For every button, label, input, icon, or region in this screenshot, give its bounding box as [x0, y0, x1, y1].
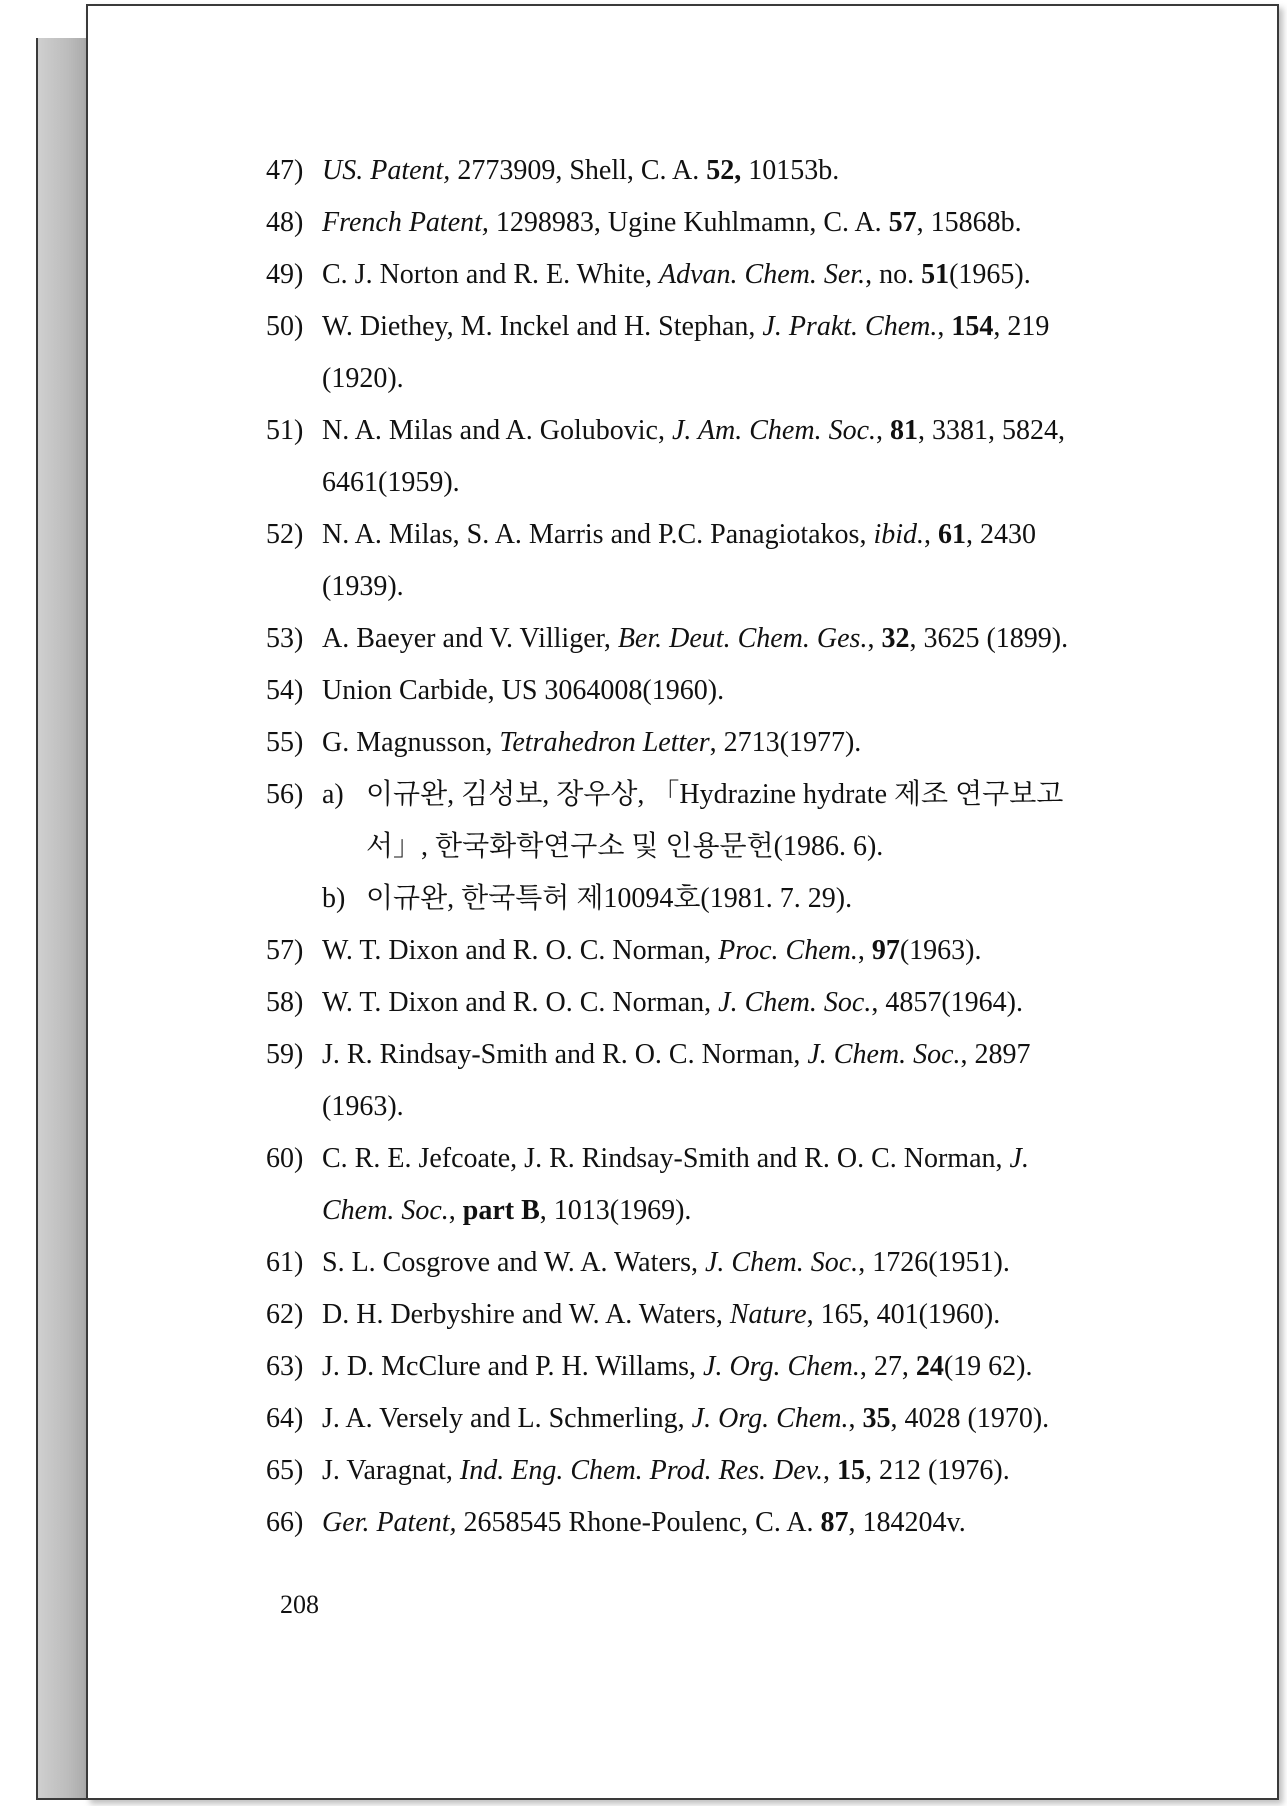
ref-authors: W. T. Dixon and R. O. C. Norman, [322, 987, 719, 1018]
ref-number: 58) [266, 987, 304, 1018]
ref-text: , 212 (1976). [865, 1455, 1010, 1486]
ref-number: 59) [266, 1039, 304, 1070]
reference-56 [266, 769, 1146, 925]
ref-volume: 57 [888, 207, 917, 238]
ref-journal: ibid. [873, 519, 925, 550]
ref-text: (1963). [899, 935, 982, 966]
ref-authors: J. A. Versely and L. Schmerling, [322, 1403, 692, 1434]
ref-text: 10153b. [741, 155, 840, 186]
ref-text: , [924, 519, 939, 550]
reference-53 [266, 613, 1146, 665]
ref-text: 이규완, 한국특허 제10094호(1981. 7. 29). [366, 883, 853, 914]
ref-text: 서」, 한국화학연구소 및 인용문헌(1986. 6). [366, 831, 884, 862]
ref-text: 이규완, 김성보, 장우상, 「Hydrazine hydrate 제조 연구보고 [366, 779, 1064, 810]
reference-50 [266, 301, 1146, 405]
ref-text: , 2713(1977). [709, 727, 862, 758]
ref-text: , 165, 401(1960). [806, 1299, 1001, 1330]
ref-volume: 87 [820, 1507, 849, 1538]
sub-label: a) [322, 779, 344, 810]
sub-reference-a [322, 769, 1146, 873]
reference-48 [266, 197, 1146, 249]
reference-list [266, 145, 1146, 1549]
ref-volume: 51 [921, 259, 950, 290]
ref-journal: J. [1009, 1143, 1029, 1174]
ref-authors: C. J. Norton and R. E. White, [322, 259, 660, 290]
sub-label: b) [322, 883, 346, 914]
ref-authors: G. Magnusson, [322, 727, 500, 758]
ref-volume: part B [462, 1195, 540, 1226]
ref-journal: J. Org. Chem. [691, 1403, 849, 1434]
ref-number: 53) [266, 623, 304, 654]
ref-year: (1939). [322, 571, 404, 602]
ref-number: 60) [266, 1143, 304, 1174]
ref-journal: Proc. Chem. [718, 935, 858, 966]
reference-54 [266, 665, 1146, 717]
ref-text: , 4028 (1970). [890, 1403, 1050, 1434]
reference-59 [266, 1029, 1146, 1133]
ref-volume: 81 [890, 415, 918, 446]
reference-55 [266, 717, 1146, 769]
ref-text: , 184204v. [848, 1507, 966, 1538]
ref-text: , [848, 1403, 863, 1434]
ref-text: 2658545 Rhone-Poulenc, C. A. [456, 1507, 821, 1538]
reference-61 [266, 1237, 1146, 1289]
ref-number: 50) [266, 311, 304, 342]
ref-number: 56) [266, 779, 304, 810]
ref-volume: 52, [706, 155, 742, 186]
ref-journal: J. Am. Chem. Soc. [672, 415, 876, 446]
ref-journal: J. Chem. Soc. [718, 987, 872, 1018]
ref-text: , 2430 [966, 519, 1037, 550]
ref-text: , 3625 (1899). [909, 623, 1069, 654]
ref-text: , 3381, 5824, [918, 415, 1065, 446]
ref-text: , [867, 623, 882, 654]
reference-57 [266, 925, 1146, 977]
ref-source: French Patent, [322, 207, 489, 238]
ref-authors: N. A. Milas and A. Golubovic, [322, 415, 672, 446]
ref-volume: 15 [837, 1455, 866, 1486]
ref-volume: 35 [862, 1403, 891, 1434]
ref-text: , 1726(1951). [858, 1247, 1010, 1278]
ref-text: (1965). [949, 259, 1031, 290]
ref-journal: J. Org. Chem. [703, 1351, 860, 1382]
ref-volume: 154 [951, 311, 994, 342]
ref-number: 64) [266, 1403, 304, 1434]
ref-authors: W. Diethey, M. Inckel and H. Stephan, [322, 311, 763, 342]
ref-number: 47) [266, 155, 304, 186]
ref-authors: W. T. Dixon and R. O. C. Norman, [322, 935, 719, 966]
ref-text: , 219 [993, 311, 1050, 342]
ref-number: 65) [266, 1455, 304, 1486]
reference-60 [266, 1133, 1146, 1237]
ref-text: , no. [865, 259, 922, 290]
reference-65 [266, 1445, 1146, 1497]
reference-47 [266, 145, 1146, 197]
ref-text: , [937, 311, 952, 342]
ref-number: 49) [266, 259, 304, 290]
reference-66 [266, 1497, 1146, 1549]
ref-text: , 27, [859, 1351, 916, 1382]
ref-text: , [876, 415, 890, 446]
reference-49 [266, 249, 1146, 301]
book-spine [36, 38, 88, 1800]
ref-journal: Chem. Soc. [322, 1195, 449, 1226]
ref-authors: D. H. Derbyshire and W. A. Waters, [322, 1299, 730, 1330]
ref-number: 55) [266, 727, 304, 758]
ref-authors: C. R. E. Jefcoate, J. R. Rindsay-Smith and R. O. C. Norman, [322, 1143, 1010, 1174]
ref-authors: J. Varagnat, [322, 1455, 460, 1486]
ref-number: 63) [266, 1351, 304, 1382]
ref-journal: Advan. Chem. Ser. [659, 259, 866, 290]
ref-journal: J. Chem. Soc. [705, 1247, 859, 1278]
ref-authors: J. D. McClure and P. H. Willams, [322, 1351, 704, 1382]
ref-text: 2773909, Shell, C. A. [450, 155, 707, 186]
ref-source: Ger. Patent, [322, 1507, 457, 1538]
ref-year: 6461(1959). [322, 467, 460, 498]
reference-63 [266, 1341, 1146, 1393]
ref-journal: J. Prakt. Chem. [762, 311, 938, 342]
ref-number: 66) [266, 1507, 304, 1538]
ref-number: 61) [266, 1247, 304, 1278]
ref-number: 62) [266, 1299, 304, 1330]
ref-journal: Tetrahedron Letter [499, 727, 710, 758]
ref-text: , [857, 935, 872, 966]
ref-text: (19 62). [943, 1351, 1033, 1382]
ref-volume: 24 [915, 1351, 944, 1382]
ref-journal: Nature [729, 1299, 807, 1330]
page-number: 208 [280, 1590, 319, 1619]
ref-text: , 4857(1964). [871, 987, 1023, 1018]
sub-reference-b [322, 873, 1146, 925]
ref-text: , 15868b. [916, 207, 1022, 238]
ref-authors: J. R. Rindsay-Smith and R. O. C. Norman, [322, 1039, 808, 1070]
ref-year: (1963). [322, 1091, 404, 1122]
ref-journal: Ind. Eng. Chem. Prod. Res. Dev. [459, 1455, 824, 1486]
ref-volume: 61 [938, 519, 967, 550]
ref-journal: Ber. Deut. Chem. Ges. [617, 623, 868, 654]
ref-authors: S. L. Cosgrove and W. A. Waters, [322, 1247, 705, 1278]
reference-58 [266, 977, 1146, 1029]
ref-source: US. Patent, [322, 155, 451, 186]
ref-text: , 2897 [960, 1039, 1031, 1070]
ref-text: Union Carbide, US 3064008(1960). [322, 675, 725, 706]
ref-number: 57) [266, 935, 304, 966]
ref-volume: 97 [871, 935, 900, 966]
ref-number: 52) [266, 519, 304, 550]
ref-number: 48) [266, 207, 304, 238]
ref-year: (1920). [322, 363, 404, 394]
ref-number: 51) [266, 415, 304, 446]
ref-journal: J. Chem. Soc. [807, 1039, 961, 1070]
ref-text: , [823, 1455, 838, 1486]
ref-volume: 32 [881, 623, 910, 654]
ref-text: , [448, 1195, 463, 1226]
ref-authors: A. Baeyer and V. Villiger, [322, 623, 618, 654]
reference-62 [266, 1289, 1146, 1341]
ref-number: 54) [266, 675, 304, 706]
ref-text: 1298983, Ugine Kuhlmamn, C. A. [488, 207, 889, 238]
ref-text: , 1013(1969). [539, 1195, 692, 1226]
reference-51 [266, 405, 1146, 509]
reference-64 [266, 1393, 1146, 1445]
ref-authors: N. A. Milas, S. A. Marris and P.C. Panagiotakos, [322, 519, 874, 550]
reference-52 [266, 509, 1146, 613]
